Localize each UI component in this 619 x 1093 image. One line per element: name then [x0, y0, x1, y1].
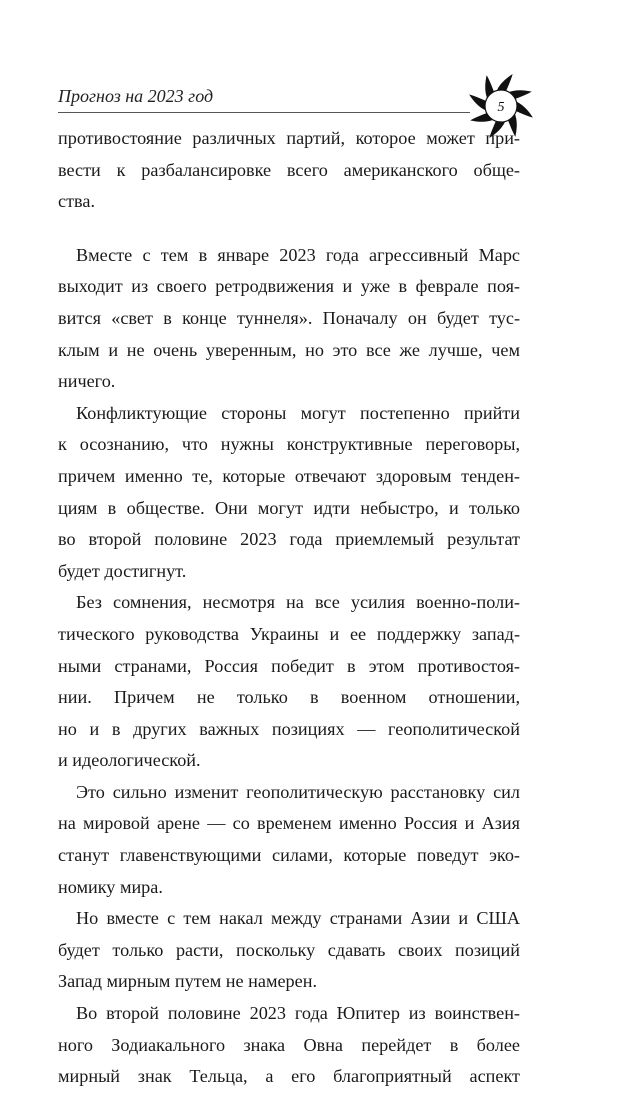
- text-line: Вместе с тем в январе 2023 года агрессивный Марс: [76, 244, 520, 265]
- body-text: [58, 123, 520, 1093]
- text-line: ного Зодиакального знака Овна перейдет в более: [58, 1034, 520, 1055]
- header-rule: [58, 112, 470, 113]
- text-line: и идеологической.: [58, 750, 201, 771]
- running-title: Прогноз на 2023 год: [58, 86, 214, 106]
- text-line: клым и не очень уверенным, но это все же лучше, чем: [58, 339, 520, 360]
- text-line: вести к разбалансировке всего американского обще-: [58, 159, 520, 180]
- text-line: ства.: [58, 191, 95, 212]
- text-line: ными странами, Россия победит в этом противостоя-: [58, 655, 520, 676]
- text-line: номику мира.: [58, 876, 163, 897]
- text-line: противостояние различных партий, которое может при-: [58, 128, 520, 148]
- text-line: будет достигнут.: [58, 560, 187, 581]
- text-line: Во второй половине 2023 года Юпитер из воинствен-: [76, 1003, 520, 1024]
- text-line: выходит из своего ретродвижения и уже в феврале поя-: [58, 276, 520, 297]
- text-line: Но вместе с тем накал между странами Азии и США: [76, 908, 520, 929]
- sun-ray: [496, 74, 512, 92]
- text-line: Без сомнения, несмотря на все усилия военно-поли-: [76, 592, 520, 613]
- text-line: станут главенствующими силами, которые поведут эко-: [58, 845, 520, 866]
- text-line: мирный знак Тельца, а его благоприятный аспект: [58, 1066, 520, 1087]
- text-line: нии. Причем не только в военном отношении,: [58, 687, 520, 708]
- paragraph-gap: [58, 218, 520, 240]
- text-line: но и в других важных позициях — геополитической: [58, 718, 520, 739]
- sun-ray: [469, 94, 487, 110]
- text-line: к осознанию, что нужны конструктивные переговоры,: [58, 434, 520, 455]
- text-line: Запад мирным путем не намерен.: [58, 971, 317, 992]
- text-line: тического руководства Украины и ее поддержку запад-: [58, 623, 520, 644]
- running-header: [58, 86, 528, 107]
- text-line: ничего.: [58, 371, 116, 392]
- text-line: во второй половине 2023 года приемлемый результат: [58, 529, 520, 550]
- sun-ray: [515, 101, 533, 117]
- text-line: Конфликтующие стороны могут постепенно прийти: [76, 402, 520, 423]
- text-line: причем именно те, которые отвечают здоровым тенден-: [58, 465, 520, 486]
- page-number: 5: [497, 100, 505, 115]
- text-line: Это сильно изменит геополитическую расстановку сил: [76, 781, 520, 802]
- text-line: будет только расти, поскольку сдавать своих позиций: [58, 939, 520, 960]
- text-line: на мировой арене — со временем именно Россия и Азия: [58, 813, 520, 834]
- text-line: вится «свет в конце туннеля». Поначалу он будет тус-: [58, 307, 520, 328]
- text-line: циям в обществе. Они могут идти небыстро, и только: [58, 497, 520, 518]
